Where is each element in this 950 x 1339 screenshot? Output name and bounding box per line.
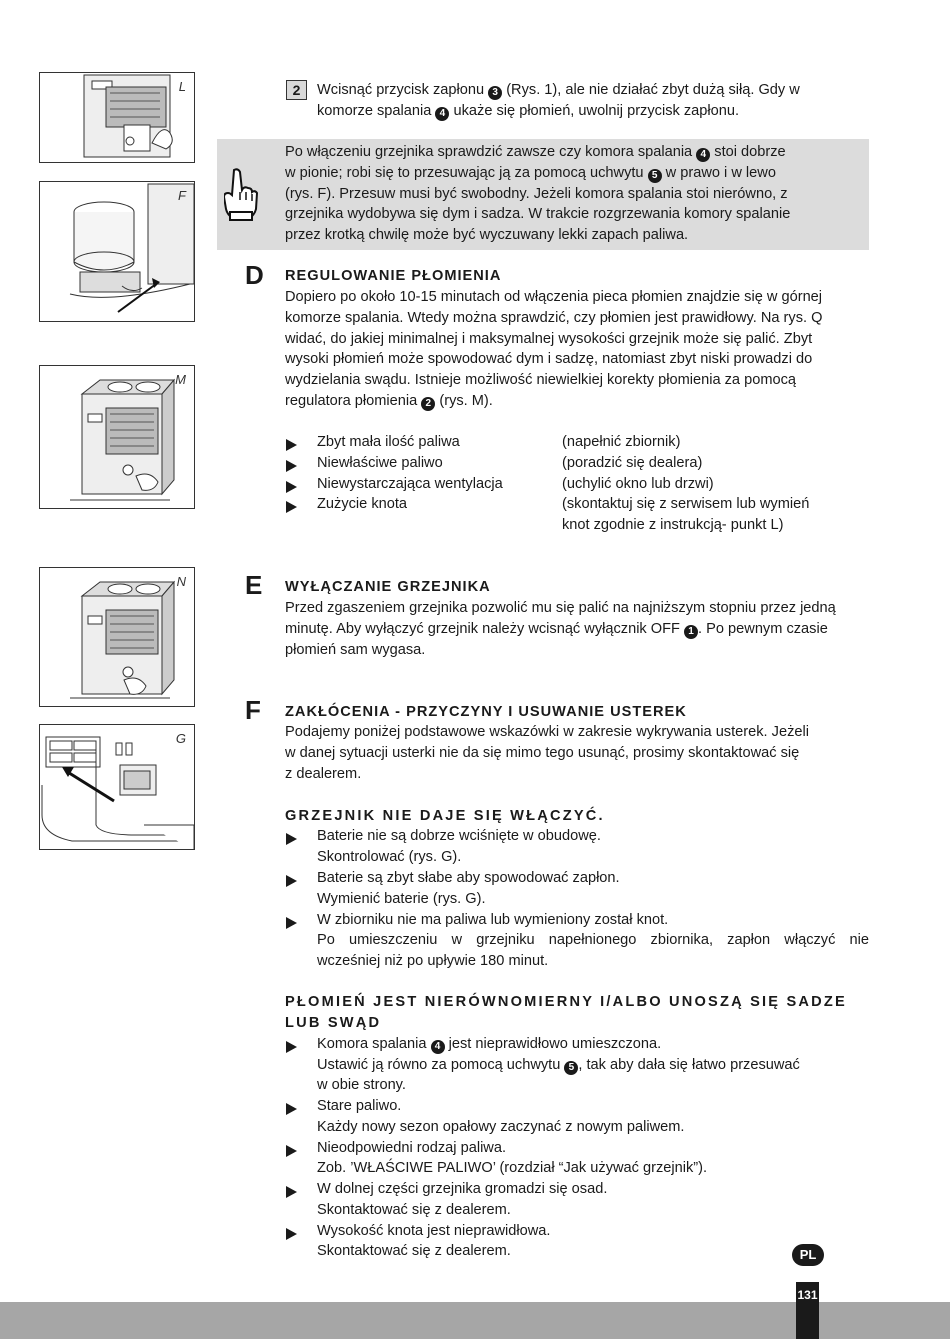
figure-label: G bbox=[175, 731, 186, 746]
language-badge: PL bbox=[792, 1244, 824, 1266]
page-number: 131 bbox=[796, 1282, 819, 1339]
battery-compartment-drawing bbox=[40, 725, 195, 850]
step2-line2: komorze spalania 4 ukaże się płomień, uwolnij przycisk zapłonu. bbox=[317, 102, 740, 119]
list-item bbox=[286, 1143, 297, 1164]
step2-line1: Wcisnąć przycisk zapłonu 3 (Rys. 1), ale nie działać zbyt dużą siłą. Gdy w bbox=[317, 82, 800, 98]
section-letter-f: F bbox=[245, 695, 261, 725]
callout-number: 1 bbox=[684, 625, 698, 639]
list-item bbox=[286, 831, 297, 852]
step-number-box: 2 bbox=[286, 80, 307, 100]
section-d-body: Dopiero po około 10-15 minutach od włączenia pieca płomien znajdzie się w górnej komorze spalania. Wtedy można sprawdzić, czy płomien jest prawidłowy. Na rys. Q widać, do jakiej minimalnej i maksymalnej wysokości grzejnik może się palić. Zbyt wysoki płomień może spowodować dym i sadzę, natomiast zbyt niski prowadzi do wydzielania swądu. Istnieje możliwość niewielkiej korekty płomienia za pomocą regulatora płomienia 2 (rys. M). bbox=[285, 289, 823, 409]
bullet-triangle-icon bbox=[286, 1186, 297, 1198]
bullet-triangle-icon bbox=[286, 1041, 297, 1053]
figure-L bbox=[39, 72, 195, 163]
list-item bbox=[286, 1184, 297, 1205]
bullet-triangle-icon bbox=[286, 875, 297, 887]
figure-N bbox=[39, 567, 195, 707]
subsection-title-uneven-flame: PŁOMIEŃ JEST NIERÓWNOMIERNY I/ALBO UNOSZĄ SIĘ SADZE LUB SWĄD bbox=[285, 994, 847, 1031]
callout-number: 3 bbox=[488, 86, 502, 100]
section-e-body: Przed zgaszeniem grzejnika pozwolić mu się palić na najniższym stopniu przez jedną minutę. Aby wyłączyć grzejnik należy wcisnąć wyłącznik OFF 1 . Po pewnym czasie płomień sam wygasa. bbox=[285, 600, 836, 658]
remedy-text: (uchylić okno lub drzwi) bbox=[562, 476, 714, 492]
list-item bbox=[286, 458, 297, 479]
callout-number: 5 bbox=[648, 169, 662, 183]
section-letter-e: E bbox=[245, 570, 263, 600]
list-item bbox=[286, 479, 297, 500]
bullet-triangle-icon bbox=[286, 1103, 297, 1115]
section-f-body: Podajemy poniżej podstawowe wskazówki w zakresie wykrywania usterek. Jeżeli w danej sytuacji usterki nie da się mimo tego usunąć, prosimy skontaktować się z dealerem. bbox=[285, 724, 809, 782]
bullet-triangle-icon bbox=[286, 833, 297, 845]
cause-text: Zużycie knota bbox=[317, 496, 408, 512]
list-item bbox=[286, 915, 297, 936]
heater-drawing-M bbox=[40, 366, 195, 509]
heater-drawing-L bbox=[40, 73, 195, 163]
cause-text: Zbyt mała ilość paliwa bbox=[317, 434, 460, 450]
list-item bbox=[286, 1101, 297, 1122]
cause-text: Niewłaściwe paliwo bbox=[317, 455, 443, 471]
bullet-triangle-icon bbox=[286, 460, 297, 472]
list-item bbox=[286, 437, 297, 458]
callout-number: 2 bbox=[421, 397, 435, 411]
figure-label: L bbox=[178, 79, 186, 94]
list-item bbox=[286, 1039, 297, 1060]
figure-M bbox=[39, 365, 195, 509]
figure-label: N bbox=[176, 574, 186, 589]
remedy-text: knot zgodnie z instrukcją- punkt L) bbox=[562, 517, 784, 533]
callout-number: 4 bbox=[431, 1040, 445, 1054]
callout-number: 5 bbox=[564, 1061, 578, 1075]
remedy-text: (skontaktuj się z serwisem lub wymień bbox=[562, 496, 810, 512]
heater-drawing-N bbox=[40, 568, 195, 707]
bullet-triangle-icon bbox=[286, 481, 297, 493]
step2-text bbox=[317, 80, 877, 122]
section-letter-d: D bbox=[245, 260, 264, 290]
callout-number: 4 bbox=[435, 107, 449, 121]
combustion-chamber-drawing bbox=[40, 182, 195, 322]
subsection-title-no-start: GRZEJNIK NIE DAJE SIĘ WŁĄCZYĆ. bbox=[285, 808, 605, 824]
pointing-hand-icon bbox=[224, 168, 258, 222]
remedy-text: (napełnić zbiornik) bbox=[562, 434, 681, 450]
list-item bbox=[286, 1226, 297, 1247]
list-item bbox=[286, 873, 297, 894]
section-title-f: ZAKŁÓCENIA - PRZYCZYNY I USUWANIE USTEREK bbox=[285, 704, 687, 720]
bullet-triangle-icon bbox=[286, 1228, 297, 1240]
bullet-triangle-icon bbox=[286, 439, 297, 451]
section-title-d: REGULOWANIE PŁOMIENIA bbox=[285, 268, 502, 284]
bullet-triangle-icon bbox=[286, 917, 297, 929]
figure-F bbox=[39, 181, 195, 322]
bullet-triangle-icon bbox=[286, 1145, 297, 1157]
bullet-triangle-icon bbox=[286, 501, 297, 513]
figure-label: M bbox=[175, 372, 186, 387]
figure-label: F bbox=[178, 188, 186, 203]
note-text: Po włączeniu grzejnika sprawdzić zawsze czy komora spalania 4 stoi dobrze w pionie; robi się to przesuwając ją za pomocą uchwytu 5 w prawo i w lewo (rys. F). Przesuw musi być swobodny. Jeżeli komora spalania stoi nierówno, z grzejnika wydobywa się dym i sadza. W trakcie rozgrzewania komory spalanie przez krotką chwilę może być wyczuwany lekki zapach paliwa. bbox=[285, 144, 791, 244]
remedy-text: (poradzić się dealera) bbox=[562, 455, 703, 471]
section-title-e: WYŁĄCZANIE GRZEJNIKA bbox=[285, 579, 491, 595]
list-item bbox=[286, 499, 297, 520]
callout-number: 4 bbox=[696, 148, 710, 162]
figure-G bbox=[39, 724, 195, 850]
cause-text: Niewystarczająca wentylacja bbox=[317, 476, 503, 492]
